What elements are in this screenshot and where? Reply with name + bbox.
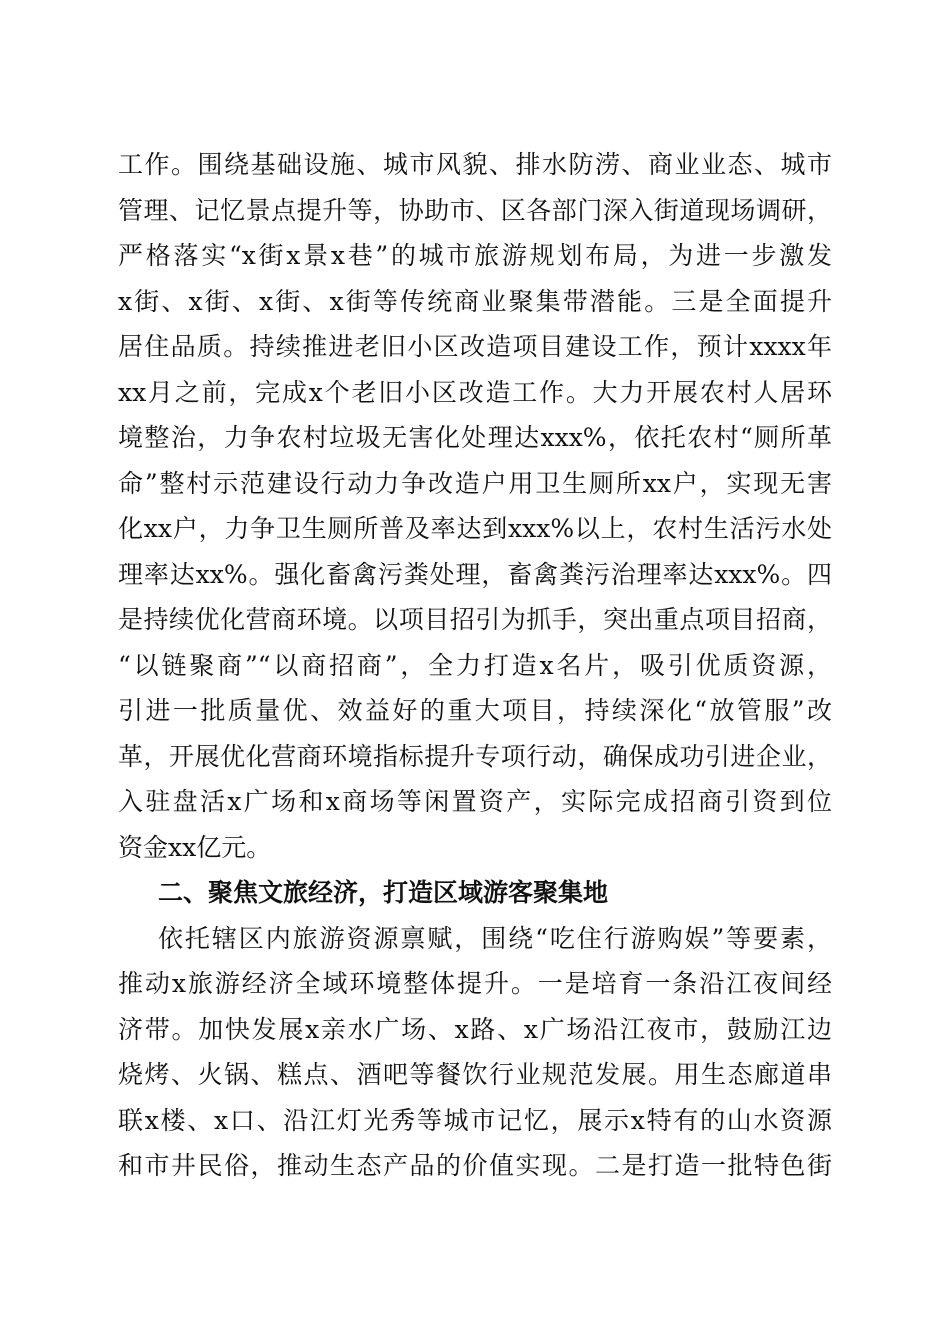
paragraph-2-line: 依托辖区内旅游资源禀赋，围绕“吃住行游购娱”等要素， — [158, 923, 832, 953]
paragraph-2-line: 推动x旅游经济全域环境整体提升。一是培育一条沿江夜间经 — [118, 969, 832, 998]
paragraph-1-line: 是持续优化营商环境。以项目招引为抓手，突出重点项目招商， — [118, 605, 832, 634]
paragraph-1-line: 严格落实“x街x景x巷”的城市旅游规划布局，为进一步激发 — [118, 241, 832, 270]
paragraph-1-line: 境整治，力争农村垃圾无害化处理达xxx%，依托农村“厕所革 — [118, 423, 832, 452]
paragraph-1-line: x街、x街、x街、x街等传统商业聚集带潜能。三是全面提升 — [118, 286, 832, 316]
document-body — [118, 142, 832, 1189]
paragraph-1-line: 引进一批质量优、效益好的重大项目，持续深化“放管服”改 — [118, 696, 832, 725]
paragraph-1-line: 理率达xx%。强化畜禽污粪处理，畜禽粪污治理率达xxx%。四 — [118, 559, 832, 589]
section-heading: 二、聚焦文旅经济，打造区域游客聚集地 — [158, 878, 609, 907]
paragraph-2-line: 联x楼、x口、沿江灯光秀等城市记忆，展示x特有的山水资源 — [118, 1105, 832, 1135]
paragraph-1-line: 居住品质。持续推进老旧小区改造项目建设工作，预计xxxx年 — [118, 332, 832, 361]
paragraph-1-line: 命”整村示范建设行动力争改造户用卫生厕所xx户，实现无害 — [118, 468, 832, 498]
paragraph-1-line: 管理、记忆景点提升等，协助市、区各部门深入街道现场调研， — [118, 195, 832, 225]
paragraph-1-line: xx月之前，完成x个老旧小区改造工作。大力开展农村人居环 — [118, 377, 832, 407]
paragraph-1-line: 工作。围绕基础设施、城市风貌、排水防涝、商业业态、城市 — [118, 150, 832, 179]
paragraph-2-line: 和市井民俗，推动生态产品的价值实现。二是打造一批特色街 — [118, 1151, 832, 1180]
paragraph-2-line: 烧烤、火锅、糕点、酒吧等餐饮行业规范发展。用生态廊道串 — [118, 1060, 832, 1089]
paragraph-1-line: 化xx户，力争卫生厕所普及率达到xxx%以上，农村生活污水处 — [118, 514, 832, 543]
paragraph-1-line: “以链聚商”“以商招商”，全力打造x名片，吸引优质资源， — [118, 650, 832, 680]
paragraph-1-line: 入驻盘活x广场和x商场等闲置资产，实际完成招商引资到位 — [118, 787, 832, 816]
paragraph-2-line: 济带。加快发展x亲水广场、x路、x广场沿江夜市，鼓励江边 — [118, 1014, 832, 1044]
paragraph-1-line: 资金xx亿元。 — [118, 832, 272, 862]
paragraph-1-line: 革，开展优化营商环境指标提升专项行动，确保成功引进企业， — [118, 741, 832, 771]
